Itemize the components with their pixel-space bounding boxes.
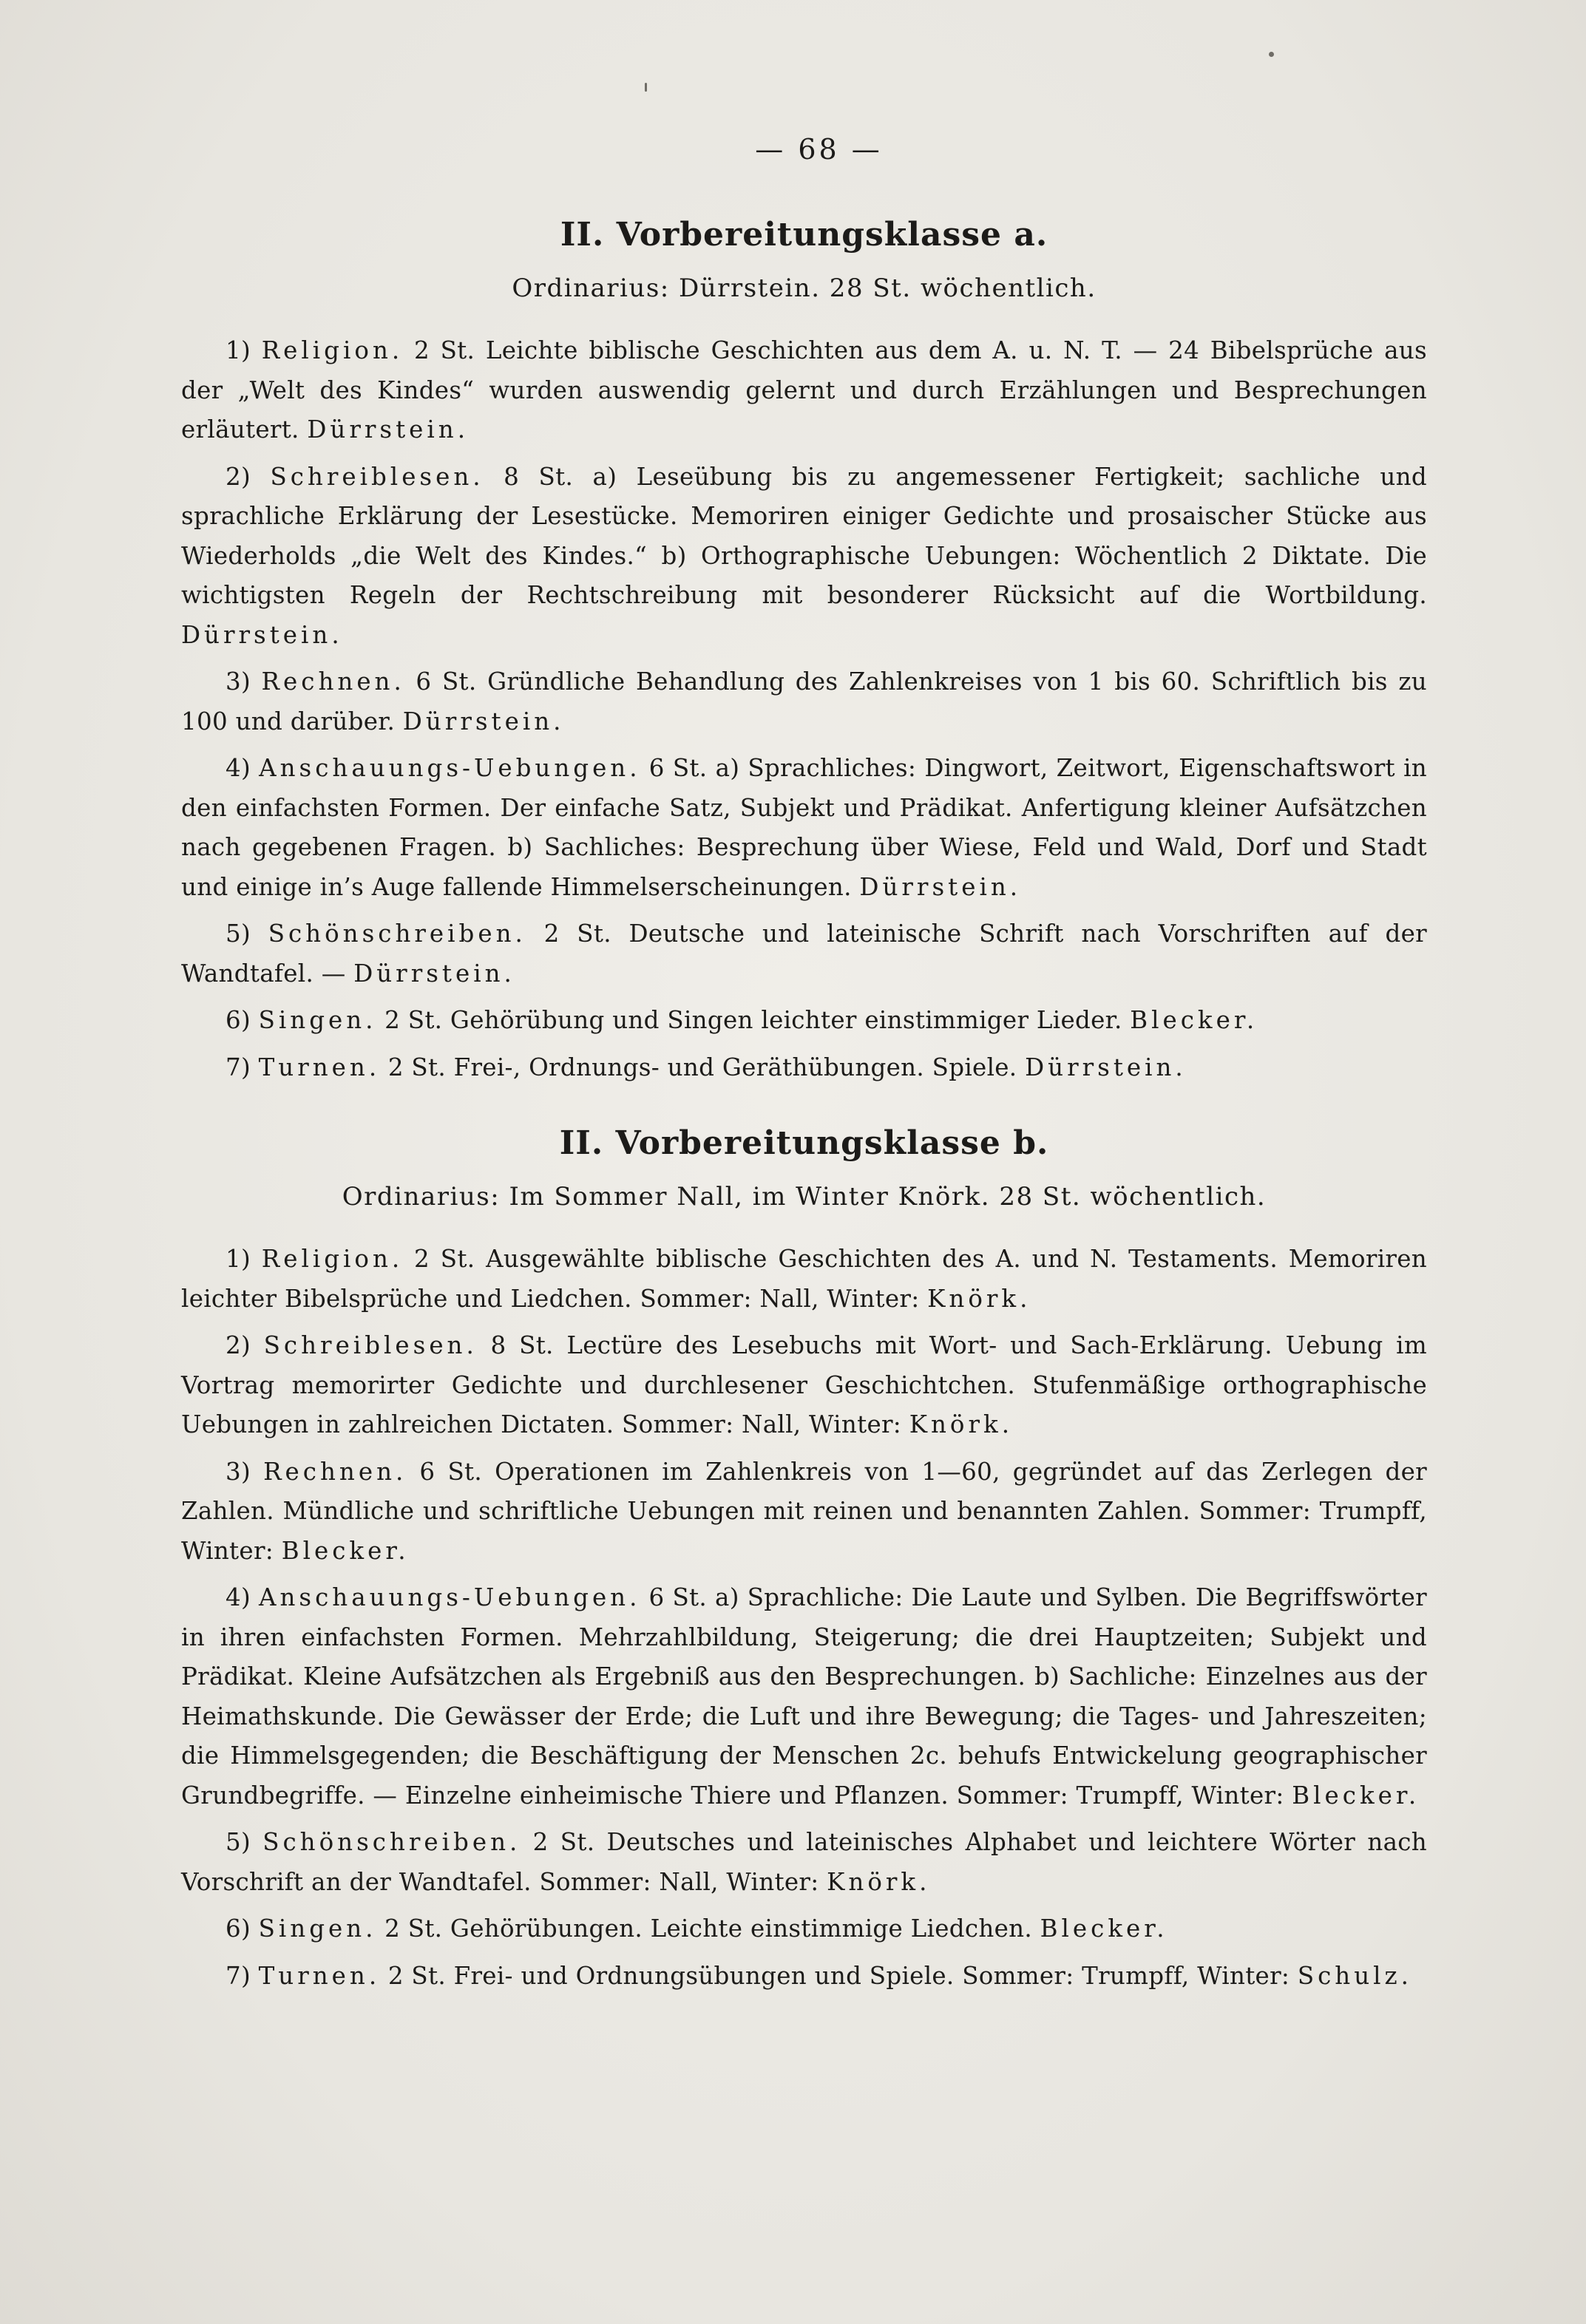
subject-item (181, 1001, 1427, 1041)
teacher-name: Blecker. (281, 1536, 410, 1565)
teacher-name: Dürrstein. (181, 620, 343, 649)
item-number: 7) (226, 1053, 251, 1081)
page-content (181, 133, 1427, 1996)
item-text: 6 St. a) Sprachliches: Dingwort, Zeitwort, Eigenschaftswort in den einfachsten Formen. Der einfache Satz, Subjekt und Prädikat. Anfertigung kleiner Aufsätzchen nach gegebenen Fragen. b) Sachliches: Besprechung über Wiese, Feld und Wald, Dorf und Stadt und einige in’s Auge fallende Himmelserscheinungen. (181, 754, 1427, 901)
subject-item (181, 749, 1427, 907)
ordinarius-line: Ordinarius: Im Sommer Nall, im Winter Knörk. 28 St. wöchentlich. (342, 1182, 1267, 1212)
subject-item (181, 458, 1427, 656)
subject-name: Rechnen. (261, 667, 405, 696)
section-title: II. Vorbereitungsklasse b. (559, 1124, 1049, 1162)
subject-item (181, 1578, 1427, 1815)
subject-item (181, 1326, 1427, 1445)
ordinarius-line: Ordinarius: Dürrstein. 28 St. wöchentlich. (512, 273, 1097, 303)
teacher-name: Blecker. (1040, 1914, 1168, 1943)
item-text: 8 St. Lectüre des Lesebuchs mit Wort- und Sach-Erklärung. Uebung im Vortrag memorirter Gedichte und durchlesener Geschichtchen. Stufenmäßige orthographische Uebungen in zahlreichen Dictaten. Sommer: Nall, Winter: (181, 1331, 1427, 1438)
section-vorbereitungsklasse-b (181, 1124, 1427, 1996)
subject-item (181, 1957, 1427, 1997)
item-text: 2 St. Leichte biblische Geschichten aus dem A. u. N. T. — 24 Bibelsprüche aus der „Welt des Kindes“ wurden auswendig gelernt und durch Erzählungen und Besprechungen erläutert. (181, 336, 1427, 444)
teacher-name: Dürrstein. (859, 872, 1022, 901)
subject-name: Schönschreiben. (262, 1828, 521, 1856)
subject-name: Religion. (261, 1245, 404, 1273)
subject-name: Schreiblesen. (270, 462, 484, 491)
subject-name: Anschauungs-Uebungen. (259, 1583, 641, 1611)
teacher-name: Dürrstein. (307, 415, 470, 444)
item-number: 3) (226, 667, 251, 696)
subject-item (181, 1048, 1427, 1088)
item-number: 7) (226, 1961, 251, 1990)
subject-name: Schreiblesen. (263, 1331, 478, 1359)
teacher-name: Dürrstein. (1025, 1053, 1187, 1081)
subject-name: Singen. (258, 1914, 377, 1943)
teacher-name: Knörk. (827, 1867, 931, 1896)
subject-item (181, 662, 1427, 741)
teacher-name: Schulz. (1297, 1961, 1413, 1990)
ink-speck (645, 83, 647, 92)
item-text: 2 St. Deutsche und lateinische Schrift nach Vorschriften auf der Wandtafel. — (181, 920, 1427, 988)
item-number: 1) (226, 336, 251, 364)
item-text: 6 St. Gründliche Behandlung des Zahlenkreises von 1 bis 60. Schriftlich bis zu 100 und darüber. (181, 667, 1427, 735)
teacher-name: Knörk. (909, 1410, 1014, 1438)
subject-item (181, 1240, 1427, 1319)
section-title: II. Vorbereitungsklasse a. (560, 216, 1048, 254)
subject-name: Rechnen. (263, 1457, 407, 1486)
subject-name: Turnen. (258, 1053, 381, 1081)
subject-item (181, 1909, 1427, 1949)
teacher-name: Knörk. (927, 1284, 1031, 1313)
subject-item (181, 1823, 1427, 1902)
item-number: 6) (226, 1006, 251, 1034)
item-number: 3) (226, 1457, 251, 1486)
subject-name: Anschauungs-Uebungen. (259, 754, 641, 782)
subject-item (181, 1452, 1427, 1572)
item-text: 2 St. Gehörübungen. Leichte einstimmige Liedchen. (384, 1914, 1032, 1943)
item-number: 4) (226, 754, 251, 782)
item-text: 2 St. Deutsches und lateinisches Alphabet und leichtere Wörter nach Vorschrift an der Wandtafel. Sommer: Nall, Winter: (181, 1828, 1427, 1896)
teacher-name: Dürrstein. (402, 707, 565, 735)
item-text: 2 St. Frei-, Ordnungs- und Geräthübungen. Spiele. (387, 1053, 1017, 1081)
item-number: 5) (226, 1828, 251, 1856)
item-text: 2 St. Ausgewählte biblische Geschichten des A. und N. Testaments. Memoriren leichter Bibelsprüche und Liedchen. Sommer: Nall, Winter: (181, 1245, 1427, 1313)
subject-item (181, 331, 1427, 450)
subject-name: Schönschreiben. (268, 920, 526, 948)
subject-name: Singen. (258, 1006, 377, 1034)
section-vorbereitungsklasse-a (181, 216, 1427, 1087)
item-number: 2) (226, 1331, 251, 1359)
item-number: 5) (226, 920, 251, 948)
item-number: 1) (226, 1245, 251, 1273)
page-number: — 68 — (755, 133, 883, 166)
ink-speck (1269, 52, 1274, 57)
item-text: 6 St. Operationen im Zahlenkreis von 1—60, gegründet auf das Zerlegen der Zahlen. Mündliche und schriftliche Uebungen mit reinen und benannten Zahlen. Sommer: Trumpff, Winter: (181, 1457, 1427, 1565)
subject-name: Religion. (261, 336, 404, 364)
teacher-name: Blecker. (1130, 1006, 1258, 1034)
subject-item (181, 914, 1427, 993)
item-number: 2) (226, 462, 251, 491)
item-number: 4) (226, 1583, 251, 1611)
teacher-name: Blecker. (1292, 1781, 1420, 1810)
item-text: 2 St. Frei- und Ordnungsübungen und Spiele. Sommer: Trumpff, Winter: (387, 1961, 1290, 1990)
item-text: 2 St. Gehörübung und Singen leichter einstimmiger Lieder. (384, 1006, 1122, 1034)
item-number: 6) (226, 1914, 251, 1943)
item-text: 8 St. a) Leseübung bis zu angemessener Fertigkeit; sachliche und sprachliche Erklärung der Lesestücke. Memoriren einiger Gedichte und prosaischer Stücke aus Wiederholds „die Welt des Kindes.“ b) Orthographische Uebungen: Wöchentlich 2 Diktate. Die wichtigsten Regeln der Rechtschreibung mit besonderer Rücksicht auf die Wortbildung. (181, 462, 1427, 609)
teacher-name: Dürrstein. (353, 959, 515, 988)
subject-name: Turnen. (258, 1961, 381, 1990)
item-text: 6 St. a) Sprachliche: Die Laute und Sylben. Die Begriffswörter in ihren einfachsten Formen. Mehrzahlbildung, Steigerung; die drei Hauptzeiten; Subjekt und Prädikat. Kleine Aufsätzchen als Ergebniß aus den Besprechungen. b) Sachliche: Einzelnes aus der Heimathskunde. Die Gewässer der Erde; die Luft und ihre Bewegung; die Tages- und Jahreszeiten; die Himmelsgegenden; die Beschäftigung der Menschen 2c. behufs Entwickelung geographischer Grundbegriffe. — Einzelne einheimische Thiere und Pflanzen. Sommer: Trumpff, Winter: (181, 1583, 1428, 1810)
